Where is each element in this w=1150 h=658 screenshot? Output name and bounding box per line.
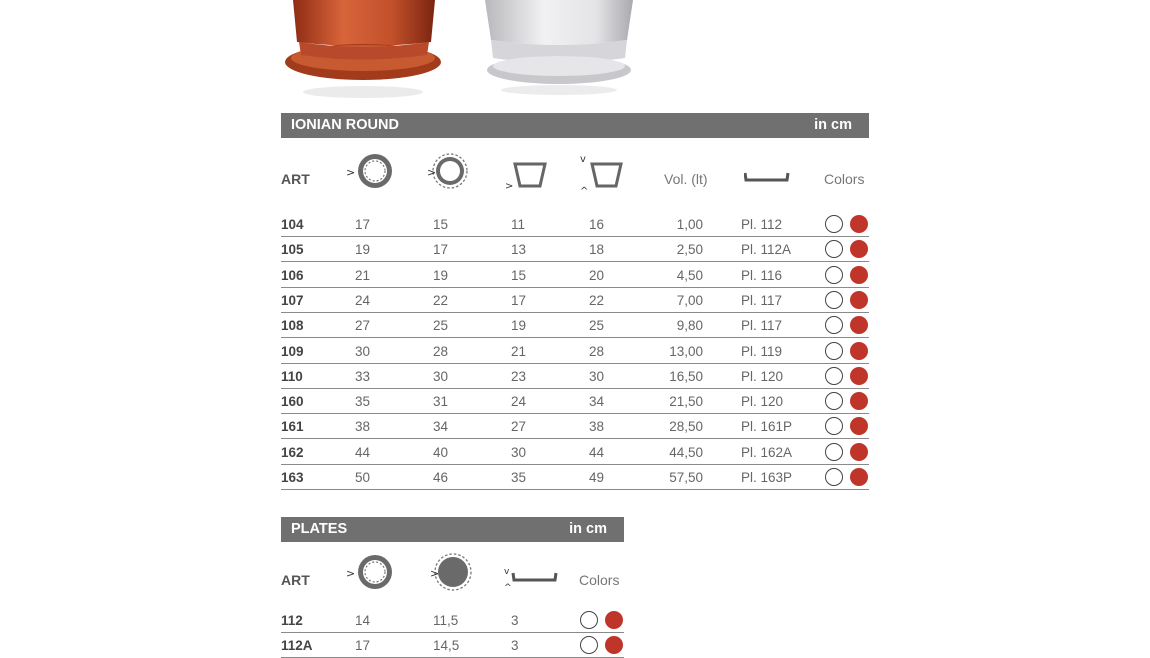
dimension-cell: 17 [355,638,371,654]
color-swatch-white [825,316,843,334]
plate-cell: Pl. 161P [741,419,793,435]
plates-title-bar [281,517,624,542]
dimension-cell: 25 [589,318,605,334]
dimension-cell: 44 [589,444,605,460]
art-cell: 163 [281,470,304,485]
dimension-cell: 38 [589,419,605,435]
dimension-cell: 30 [589,368,605,384]
color-swatch-red [605,611,623,629]
color-swatch-white [825,468,843,486]
color-swatch-white [825,240,843,258]
dimension-cell: 31 [433,394,449,410]
table-row [281,263,869,288]
dimension-cell: 46 [433,470,449,485]
volume-cell: 9,80 [676,318,703,334]
volume-cell: 57,50 [669,470,703,485]
dimension-cell: 15 [511,267,527,283]
volume-cell: 2,50 [676,242,703,258]
colors-header: Colors [824,171,865,187]
dimension-cell: 28 [433,343,449,359]
color-swatch-red [850,443,868,461]
color-swatch-white [580,611,598,629]
dimension-cell: 23 [511,368,527,384]
color-swatch-red [850,240,868,258]
table-row [281,389,869,414]
terracotta-pot [285,0,441,98]
volume-cell: 13,00 [669,343,703,359]
plates-colors-header: Colors [579,572,620,588]
dimension-cell: 22 [589,292,605,308]
dimension-cell: 22 [433,292,449,308]
dimension-cell: 15 [433,217,449,232]
product-photo [283,0,643,100]
plate-cell: Pl. 117 [741,318,783,334]
svg-text:^: ^ [504,583,512,591]
dimension-cell: 20 [589,267,605,283]
plate-cell: Pl. 162A [741,444,793,460]
dimension-cell: 21 [355,267,371,283]
color-swatch-red [850,367,868,385]
volume-cell: 1,00 [676,217,703,232]
dimension-cell: 30 [355,343,371,359]
dimension-cell: 16 [589,217,605,232]
plate-icon [744,170,790,184]
height-icon [578,152,624,196]
svg-text:>: > [427,166,437,179]
art-header: ART [281,171,310,187]
color-swatch-red [850,316,868,334]
art-cell: 161 [281,419,304,435]
dimension-cell: 11 [511,217,526,232]
plate-cell: Pl. 163P [741,470,793,485]
dimension-cell: 27 [511,419,527,435]
dimension-cell: 11,5 [433,613,459,628]
color-swatch-red [850,417,868,435]
dimension-cell: 21 [511,343,527,359]
color-swatch-red [850,291,868,309]
dimension-cell: 3 [511,613,519,628]
table-row [281,237,869,262]
dimension-cell: 34 [589,394,605,410]
volume-cell: 21,50 [669,394,703,410]
dimension-cell: 35 [355,394,371,410]
table-row [281,608,624,633]
plate-cell: Pl. 112A [741,242,792,258]
plate-cell: Pl. 116 [741,267,783,283]
unit-label: in cm [814,117,852,133]
inner-diameter-icon [426,152,470,192]
color-swatch-white [825,443,843,461]
table-row [281,288,869,313]
svg-text:v: v [504,567,510,577]
dimension-cell: 25 [433,318,449,334]
art-cell: 162 [281,444,304,460]
plate-cell: Pl. 120 [741,394,784,410]
dimension-cell: 17 [511,292,527,308]
color-swatch-red [605,636,623,654]
table-title-bar [281,113,869,138]
art-cell: 160 [281,394,304,410]
table-row [281,633,624,658]
outer-diameter-icon [344,152,396,192]
color-swatch-white [825,266,843,284]
svg-text:>: > [430,567,440,580]
dimension-cell: 24 [355,292,371,308]
base-width-icon [505,160,547,192]
plates-art-header: ART [281,572,310,588]
art-cell: 107 [281,292,304,308]
volume-cell: 28,50 [669,419,703,435]
color-swatch-white [825,367,843,385]
art-cell: 112A [281,638,313,654]
plate-cell: Pl. 112 [741,217,783,232]
dimension-cell: 33 [355,368,371,384]
svg-text:^: ^ [580,186,589,196]
art-cell: 110 [281,368,303,384]
dimension-cell: 49 [589,470,605,485]
table-row [281,414,869,439]
dimension-cell: 28 [589,343,605,359]
dimension-cell: 17 [355,217,371,232]
svg-text:v: v [580,154,586,165]
color-swatch-red [850,266,868,284]
plates-unit-label: in cm [569,521,607,537]
color-swatch-red [850,468,868,486]
dimension-cell: 19 [511,318,527,334]
dimension-cell: 30 [433,368,449,384]
art-cell: 109 [281,343,304,359]
svg-text:>: > [346,166,356,179]
table-row [281,313,869,338]
dimension-cell: 27 [355,318,371,334]
art-cell: 106 [281,267,304,283]
plate-inner-diameter-icon [429,553,475,593]
volume-cell: 44,50 [669,444,703,460]
dimension-cell: 50 [355,470,371,485]
dimension-cell: 14,5 [433,638,460,654]
table-row [281,465,869,490]
volume-cell: 4,50 [676,267,703,283]
table-row [281,212,869,237]
volume-cell: 16,50 [669,368,703,384]
white-pot [485,0,633,95]
plate-cell: Pl. 120 [741,368,784,384]
dimension-cell: 19 [355,242,371,258]
plates-title: PLATES [291,521,348,537]
dimension-cell: 34 [433,419,449,435]
art-cell: 108 [281,318,304,334]
dimension-cell: 35 [511,470,527,485]
art-cell: 104 [281,217,304,232]
color-swatch-white [580,636,598,654]
dimension-cell: 18 [589,242,605,258]
dimension-cell: 24 [511,394,527,410]
dimension-cell: 44 [355,444,371,460]
color-swatch-red [850,342,868,360]
dimension-cell: 19 [433,267,449,283]
dimension-cell: 30 [511,444,527,460]
volume-cell: 7,00 [676,292,703,308]
color-swatch-white [825,342,843,360]
plate-outer-diameter-icon [344,553,396,593]
table-row [281,440,869,465]
art-cell: 105 [281,242,304,258]
color-swatch-red [850,215,868,233]
color-swatch-white [825,215,843,233]
color-swatch-white [825,291,843,309]
color-swatch-white [825,392,843,410]
dimension-cell: 40 [433,444,449,460]
svg-text:>: > [505,181,514,192]
table-row [281,364,869,389]
plate-height-icon [503,565,559,591]
dimension-cell: 17 [433,242,449,258]
table-title: IONIAN ROUND [291,117,399,133]
dimension-cell: 13 [511,242,527,258]
dimension-cell: 3 [511,638,519,654]
volume-header: Vol. (lt) [664,171,708,187]
art-cell: 112 [281,613,303,628]
color-swatch-white [825,417,843,435]
plate-cell: Pl. 117 [741,292,783,308]
svg-text:>: > [346,567,356,580]
color-swatch-red [850,392,868,410]
plate-cell: Pl. 119 [741,343,783,359]
dimension-cell: 38 [355,419,371,435]
table-row [281,339,869,364]
dimension-cell: 14 [355,613,371,628]
